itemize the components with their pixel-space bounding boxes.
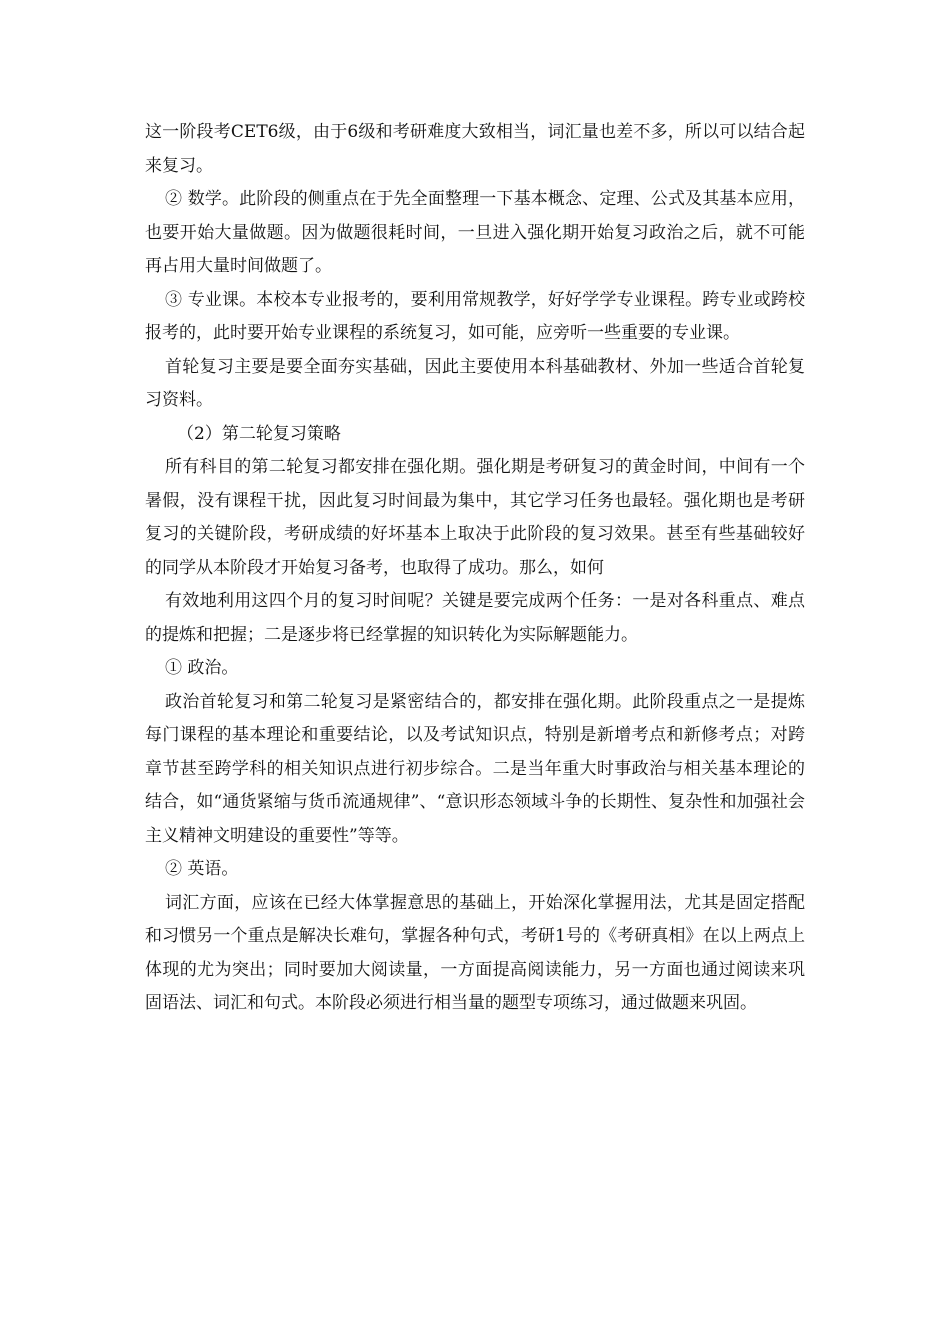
document-page	[145, 116, 805, 1021]
paragraph-politics: 政治首轮复习和第二轮复习是紧密结合的，都安排在强化期。此阶段重点之一是提炼每门课程的基本理论和重要结论，以及考试知识点，特别是新增考点和新修考点；对跨章节甚至跨学科的相关知识点进行初步综合。二是当年重大时事政治与相关基本理论的结合，如“通货紧缩与货币流通规律”、“意识形态领域斗争的长期性、复杂性和加强社会主义精神文明建设的重要性”等等。	[145, 691, 805, 846]
paragraph-cet6-continuation: 这一阶段考CET6级，由于6级和考研难度大致相当，词汇量也差不多，所以可以结合起来复习。	[145, 122, 805, 176]
subheading-politics: ① 政治。	[165, 658, 239, 678]
subheading-english: ② 英语。	[165, 859, 239, 879]
paragraph-math: ② 数学。此阶段的侧重点在于先全面整理一下基本概念、定理、公式及其基本应用，也要开始大量做题。因为做题很耗时间，一旦进入强化期开始复习政治之后，就不可能再占用大量时间做题了。	[145, 189, 805, 276]
paragraph-two-tasks: 有效地利用这四个月的复习时间呢？关键是要完成两个任务：一是对各科重点、难点的提炼和把握；二是逐步将已经掌握的知识转化为实际解题能力。	[145, 591, 805, 645]
section-heading-second-round: （2）第二轮复习策略	[177, 423, 341, 444]
paragraph-major-course: ③ 专业课。本校本专业报考的，要利用常规教学，好好学学专业课程。跨专业或跨校报考的，此时要开始专业课程的系统复习，如可能，应旁听一些重要的专业课。	[145, 289, 805, 343]
paragraph-english: 词汇方面，应该在已经大体掌握意思的基础上，开始深化掌握用法，尤其是固定搭配和习惯另一个重点是解决长难句，掌握各种句式，考研1号的《考研真相》在以上两点上体现的尤为突出；同时要加大阅读量，一方面提高阅读能力，另一方面也通过阅读来巩固语法、词汇和句式。本阶段必须进行相当量的题型专项练习，通过做题来巩固。	[145, 892, 805, 1013]
paragraph-second-round-intro: 所有科目的第二轮复习都安排在强化期。强化期是考研复习的黄金时间，中间有一个暑假，没有课程干扰，因此复习时间最为集中，其它学习任务也最轻。强化期也是考研复习的关键阶段，考研成绩的好坏基本上取决于此阶段的复习效果。甚至有些基础较好的同学从本阶段才开始复习备考，也取得了成功。那么，如何	[145, 457, 805, 578]
paragraph-first-round-summary: 首轮复习主要是要全面夯实基础，因此主要使用本科基础教材、外加一些适合首轮复习资料。	[145, 356, 805, 410]
